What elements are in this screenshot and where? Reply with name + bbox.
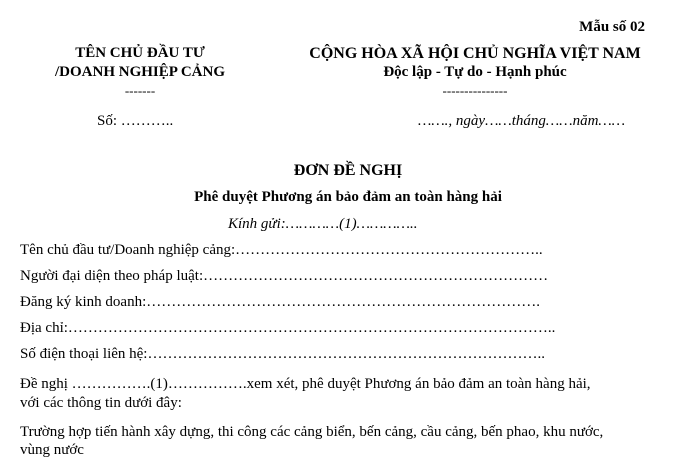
case-text-line2: vùng nước (20, 442, 84, 458)
field-phone: Số điện thoại liên hệ:…………………………………………………………………….. (20, 346, 545, 362)
national-motto: Độc lập - Tự do - Hạnh phúc (383, 64, 567, 80)
place-date: ……., ngày……tháng……năm…… (418, 113, 626, 129)
issuer-name-line1: TÊN CHỦ ĐẦU TƯ (75, 45, 205, 61)
document-title: ĐƠN ĐỀ NGHỊ (293, 162, 403, 179)
field-investor-name: Tên chủ đầu tư/Doanh nghiệp cảng:…………………………………………………….. (20, 242, 543, 258)
request-text-line2: với các thông tin dưới đây: (20, 395, 182, 411)
motto-divider: --------------- (442, 83, 508, 98)
national-title: CỘNG HÒA XÃ HỘI CHỦ NGHĨA VIỆT NAM (309, 45, 641, 62)
document-number: Số: ……….. (97, 113, 174, 129)
document-subtitle: Phê duyệt Phương án bảo đảm an toàn hàng hải (194, 189, 502, 205)
request-text-line1: Đề nghị …………….(1)…………….xem xét, phê duyệt Phương án bảo đảm an toàn hàng hải, (20, 376, 591, 392)
case-text-line1: Trường hợp tiến hành xây dựng, thi công các cảng biển, bến cảng, cầu cảng, bến phao, khu nước, (20, 424, 604, 440)
recipient-line: Kính gửi:…………(1)………….. (228, 216, 418, 232)
field-legal-representative: Người đại diện theo pháp luật:…………………………………………………………… (20, 268, 549, 284)
issuer-name-line2: /DOANH NGHIỆP CẢNG (54, 64, 225, 80)
field-address: Địa chỉ:…………………………………………………………………………………….. (20, 320, 556, 336)
field-business-registration: Đăng ký kinh doanh:……………………………………………………………………. (20, 294, 540, 310)
issuer-divider: ------- (124, 83, 156, 98)
form-number: Mẫu số 02 (579, 19, 645, 35)
